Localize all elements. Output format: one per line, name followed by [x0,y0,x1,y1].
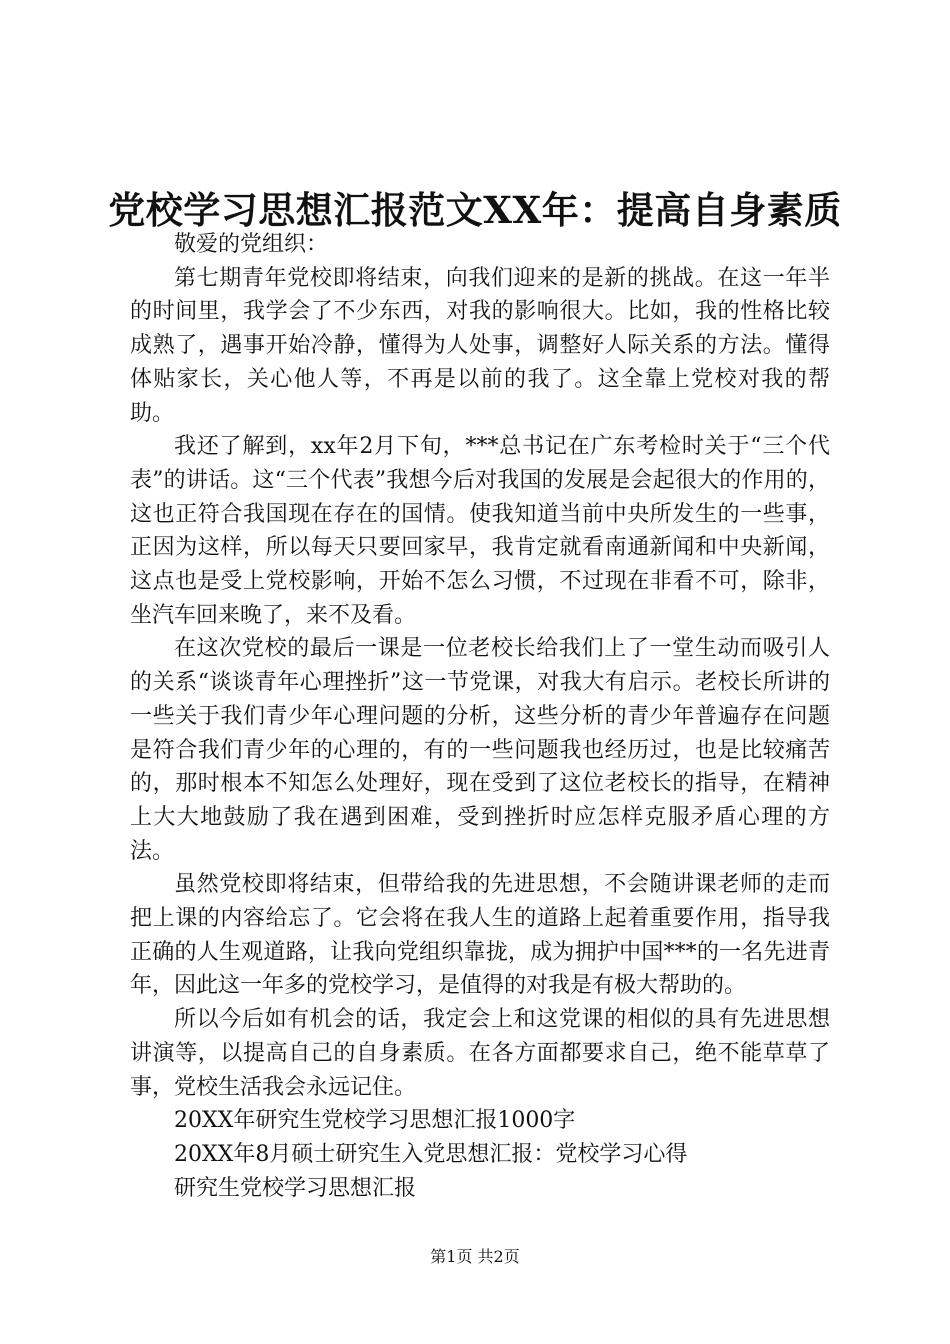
page-indicator: 第1页 共2页 [430,1247,520,1266]
salutation: 敬爱的党组织： [174,232,329,257]
related-link-1[interactable]: 20XX年研究生党校学习思想汇报1000字 [174,1108,576,1134]
related-link-2[interactable]: 20XX年8月硕士研究生入党思想汇报：党校学习心得 [174,1141,688,1167]
paragraph-3: 在这次党校的最后一课是一位老校长给我们上了一堂生动而吸引人的关系“谈谈青年心理挫折”这一节党课，对我大有启示。老校长所讲的一些关于我们青少年心理问题的分析，这些分析的青少年普遍存在问题是符合我们青少年的心理的，有的一些问题我也经历过，也是比较痛苦的，那时根本不知怎么处理好，现在受到了这位老校长的指导，在精神上大大地鼓励了我在遇到困难，受到挫折时应怎样克服矛盾心理的方法。 [130,636,830,864]
document-title: 党校学习思想汇报范文XX年：提高自身素质 [108,188,842,232]
related-link-3[interactable]: 研究生党校学习思想汇报 [174,1175,417,1201]
paragraph-1: 第七期青年党校即将结束，向我们迎来的是新的挑战。在这一年半的时间里，我学会了不少东西，对我的影响很大。比如，我的性格比较成熟了，遇事开始冷静，懂得为人处事，调整好人际关系的方法。懂得体贴家长，关心他人等，不再是以前的我了。这全靠上党校对我的帮助。 [130,265,830,426]
document-body [130,228,830,1205]
paragraph-4: 虽然党校即将结束，但带给我的先进思想，不会随讲课老师的走而把上课的内容给忘了。它会将在我人生的道路上起着重要作用，指导我正确的人生观道路，让我向党组织靠拢，成为拥护中国***的一名先进青年，因此这一年多的党校学习，是值得的对我是有极大帮助的。 [130,872,830,999]
paragraph-5: 所以今后如有机会的话，我定会上和这党课的相似的具有先进思想讲演等，以提高自己的自身素质。在各方面都要求自己，绝不能草草了事，党校生活我会永远记住。 [130,1007,830,1100]
paragraph-2: 我还了解到，xx年2月下旬，***总书记在广东考检时关于“三个代表”的讲话。这“三个代表”我想今后对我国的发展是会起很大的作用的，这也正符合我国现在存在的国情。使我知道当前中央所发生的一些事，正因为这样，所以每天只要回家早，我肯定就看南通新闻和中央新闻，这点也是受上党校影响，开始不怎么习惯，不过现在非看不可，除非，坐汽车回来晚了，来不及看。 [130,434,830,628]
